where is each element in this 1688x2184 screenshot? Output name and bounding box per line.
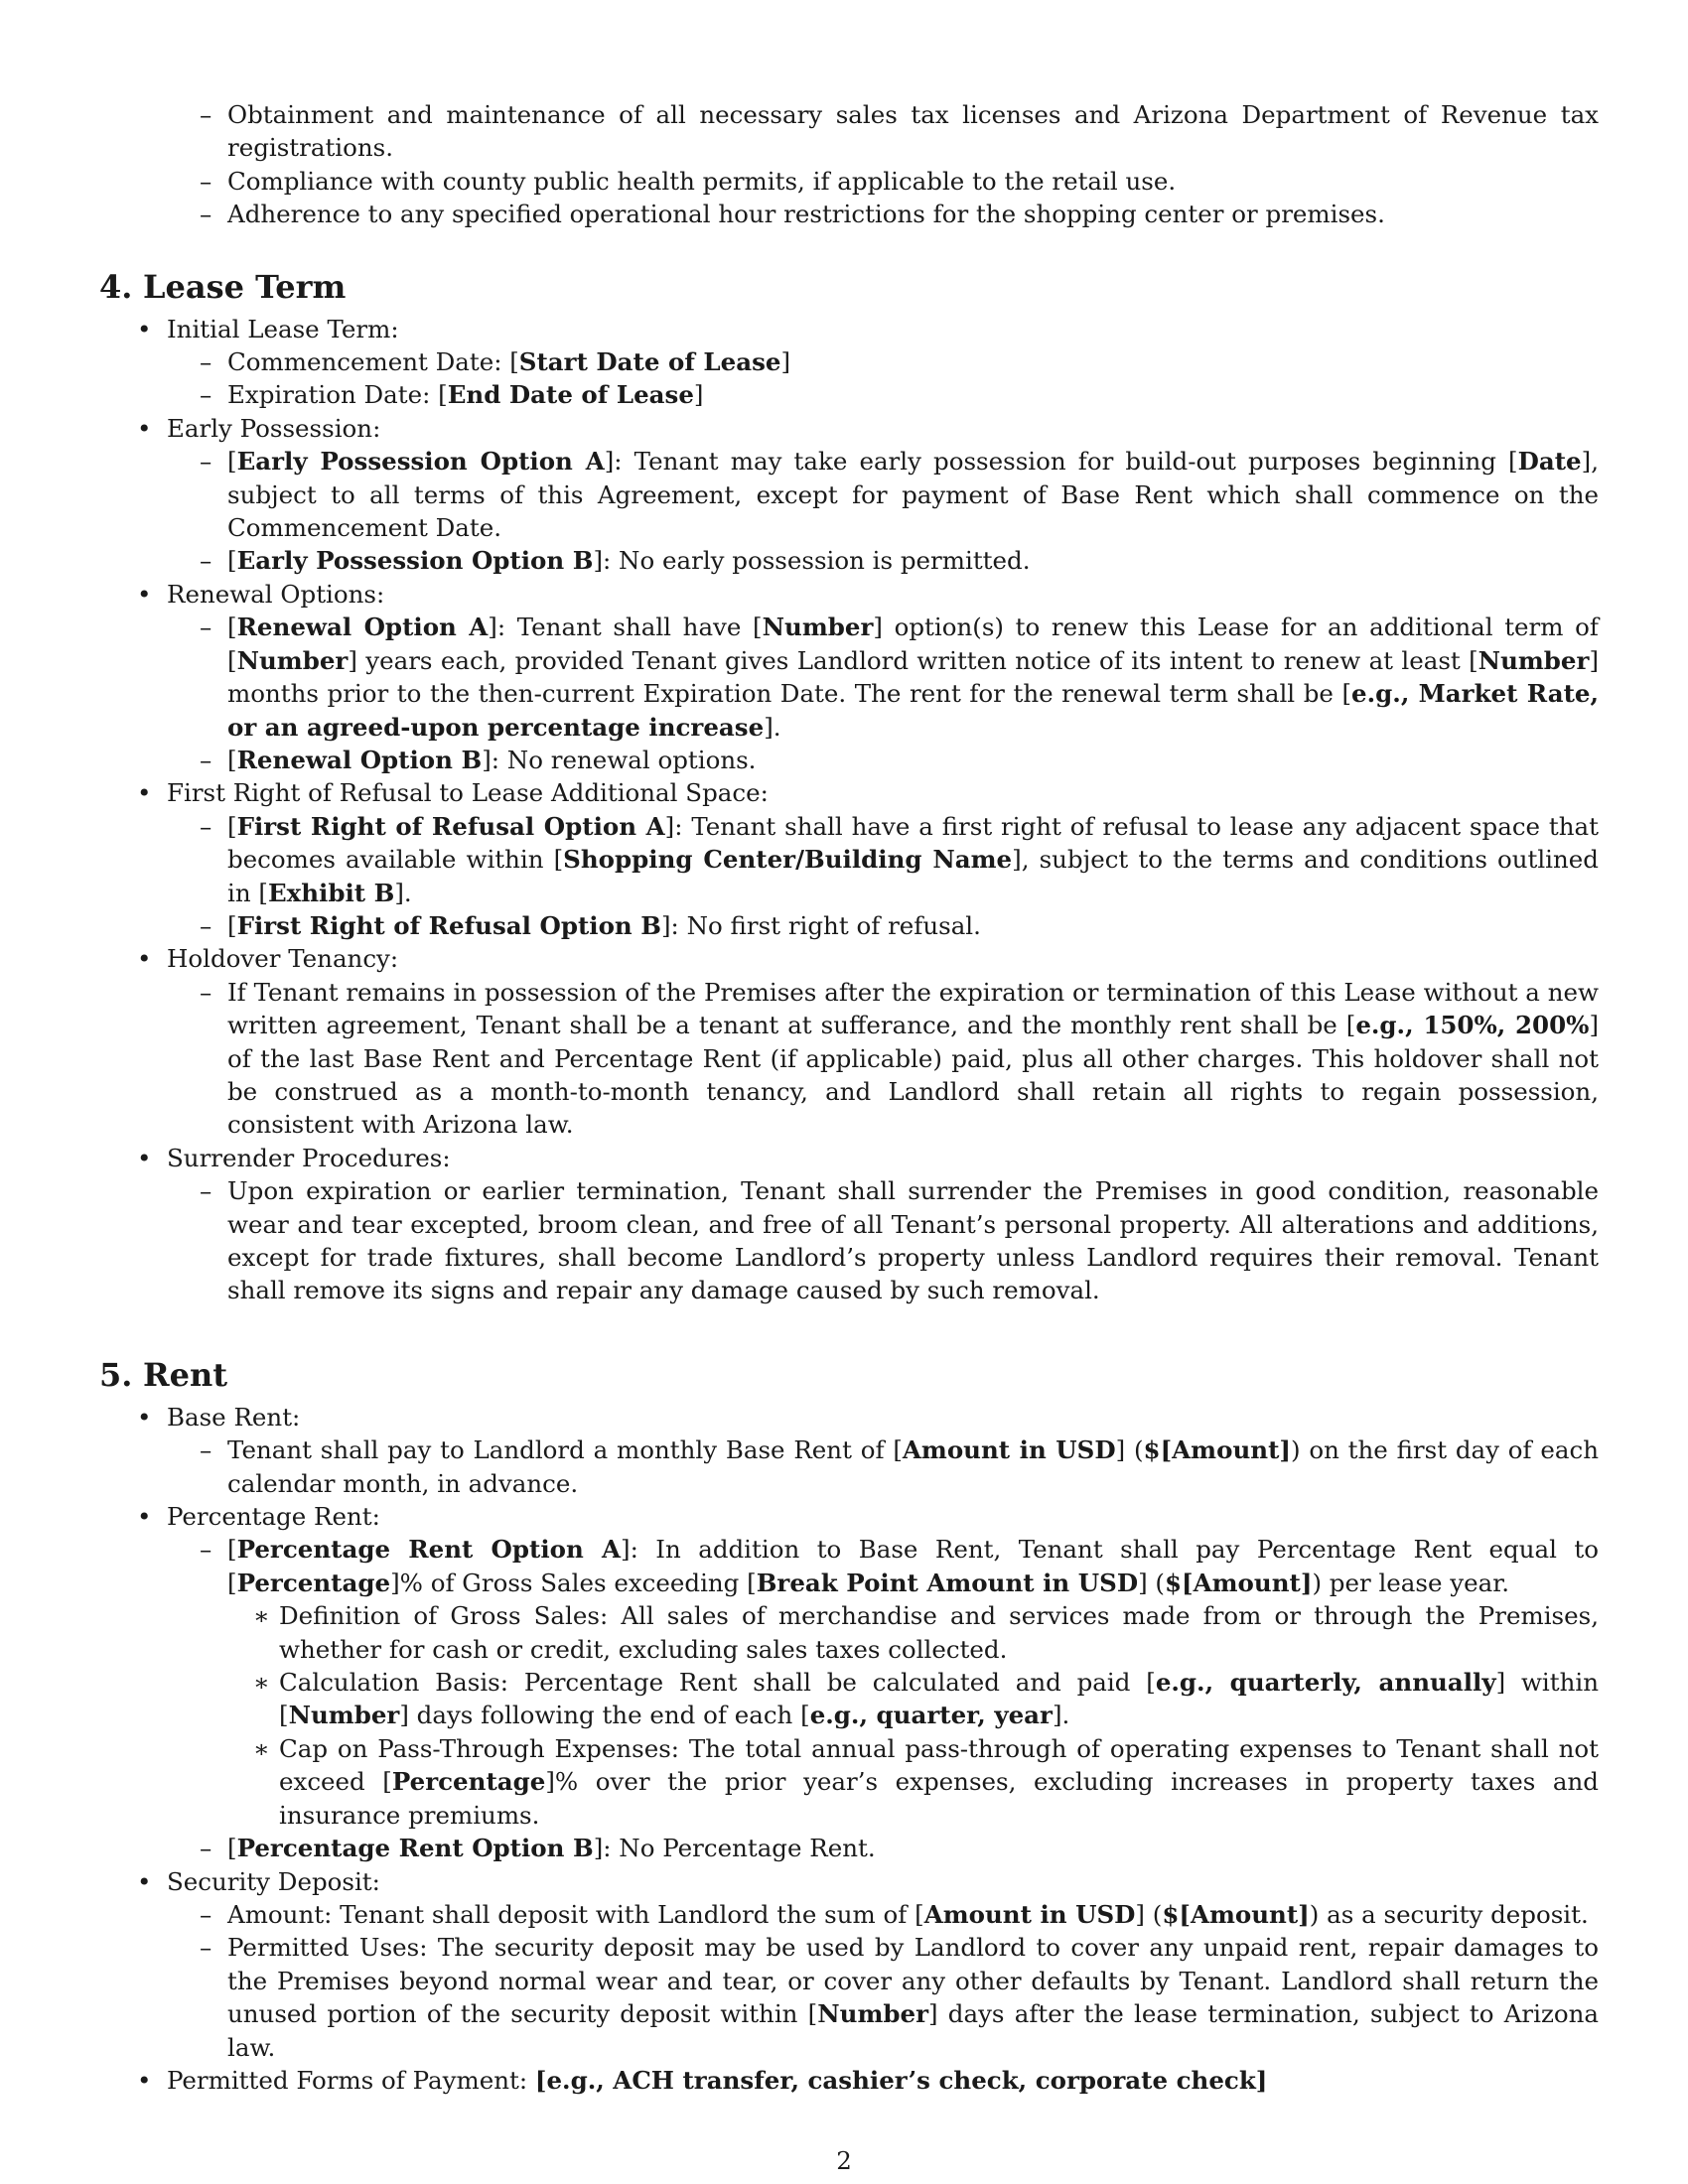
lease-term-list	[99, 313, 1599, 1307]
list-item: – Permitted Uses: The security deposit may be used by Landlord to cover any unpaid rent, repair damages to the Premises beyond normal wear and tear, or cover any other defaults by Tenant. Landlord shall return the unused portion of the security deposit within [Number] days after the lease termination, subject to Arizona law.	[167, 1931, 1599, 2064]
list-item: – [First Right of Refusal Option A]: Tenant shall have a first right of refusal to lease any adjacent space that becomes available within [Shopping Center/Building Name], subject to the terms and conditions outlined in [Exhibit B].	[167, 810, 1599, 909]
list-item: – Expiration Date: [End Date of Lease]	[167, 378, 1599, 411]
list-item: – Compliance with county public health permits, if applicable to the retail use.	[99, 165, 1599, 198]
list-item: – [Percentage Rent Option B]: No Percentage Rent.	[167, 1832, 1599, 1864]
list-item: – [Early Possession Option A]: Tenant may take early possession for build-out purposes beginning [Date], subject to all terms of this Agreement, except for payment of Base Rent which shall commence on the Commencement Date.	[167, 445, 1599, 544]
list-item: – If Tenant remains in possession of the Premises after the expiration or termination of this Lease without a new written agreement, Tenant shall be a tenant at sufferance, and the monthly rent shall be [e.g., 150%, 200%] of the last Base Rent and Percentage Rent (if applicable) paid, plus all other charges. This holdover shall not be construed as a month-to-month tenancy, and Landlord shall retain all rights to regain possession, consistent with Arizona law.	[167, 976, 1599, 1142]
list-item: – Upon expiration or earlier termination, Tenant shall surrender the Premises in good condition, reasonable wear and tear excepted, broom clean, and free of all Tenant’s personal property. All alterations and additions, except for trade fixtures, shall become Landlord’s property unless Landlord requires their removal. Tenant shall remove its signs and repair any damage caused by such removal.	[167, 1174, 1599, 1307]
list-item-renewal-options: • Renewal Options: – [Renewal Option A]: Tenant shall have [Number] option(s) to renew this Lease for an additional term of [Number] years each, provided Tenant gives Landlord written notice of its intent to renew at least [Number] months prior to the then-current Expiration Date. The rent for the renewal term shall be [e.g., Market Rate, or an agreed-upon percentage increase]. – [Renewal Option B]: No renewal options.	[99, 578, 1599, 776]
list-item-base-rent: • Base Rent: – Tenant shall pay to Landlord a monthly Base Rent of [Amount in USD] ($[Amount]) on the first day of each calendar month, in advance.	[99, 1401, 1599, 1500]
list-item-initial-term: • Initial Lease Term: – Commencement Date: [Start Date of Lease] – Expiration Date: [End Date of Lease]	[99, 313, 1599, 412]
list-item: – Adherence to any specified operational hour restrictions for the shopping center or premises.	[99, 198, 1599, 230]
list-item-security-deposit: • Security Deposit: – Amount: Tenant shall deposit with Landlord the sum of [Amount in USD] ($[Amount]) as a security deposit. – Permitted Uses: The security deposit may be used by Landlord to cover any unpaid rent, repair damages to the Premises beyond normal wear and tear, or cover any other defaults by Tenant. Landlord shall return the unused portion of the security deposit within [Number] days after the lease termination, subject to Arizona law.	[99, 1865, 1599, 2064]
list-item: – Obtainment and maintenance of all necessary sales tax licenses and Arizona Department of Revenue tax registrations.	[99, 98, 1599, 165]
list-item: ∗ Calculation Basis: Percentage Rent shall be calculated and paid [e.g., quarterly, annually] within [Number] days following the end of each [e.g., quarter, year].	[227, 1666, 1599, 1732]
list-item-surrender-procedures: • Surrender Procedures: – Upon expiration or earlier termination, Tenant shall surrender the Premises in good condition, reasonable wear and tear excepted, broom clean, and free of all Tenant’s personal property. All alterations and additions, except for trade fixtures, shall become Landlord’s property unless Landlord requires their removal. Tenant shall remove its signs and repair any damage caused by such removal.	[99, 1142, 1599, 1307]
list-item: – [Percentage Rent Option A]: In addition to Base Rent, Tenant shall pay Percentage Rent equal to [Percentage]% of Gross Sales exceeding [Break Point Amount in USD] ($[Amount]) per lease year. ∗ Definition of Gross Sales: All sales of merchandise and services made from or through the Premises, whether for cash or credit, excluding sales taxes collected. ∗ Calculation Basis: Percentage Rent shall be calculated and paid [e.g., quarterly, annually] within [Number] days following the end of each [e.g., quarter, year]. ∗ Cap on Pass-Through Expenses: The total annual pass-through of operating expenses to Tenant shall not exceed [Percentage]% over the prior year’s expenses, excluding increases in property taxes and insurance premiums.	[167, 1533, 1599, 1832]
page-number: 2	[836, 2146, 852, 2175]
list-item-payment-forms: • Permitted Forms of Payment: [e.g., ACH transfer, cashier’s check, corporate check]	[99, 2064, 1599, 2097]
section-heading-rent: 5. Rent	[99, 1355, 227, 1394]
list-item: ∗ Definition of Gross Sales: All sales of merchandise and services made from or through the Premises, whether for cash or credit, excluding sales taxes collected.	[227, 1599, 1599, 1666]
list-item-first-right-of-refusal: • First Right of Refusal to Lease Additional Space: – [First Right of Refusal Option A]: Tenant shall have a first right of refusal to lease any adjacent space that becomes available within [Shopping Center/Building Name], subject to the terms and conditions outlined in [Exhibit B]. – [First Right of Refusal Option B]: No first right of refusal.	[99, 776, 1599, 942]
list-item: – [Renewal Option A]: Tenant shall have [Number] option(s) to renew this Lease for an additional term of [Number] years each, provided Tenant gives Landlord written notice of its intent to renew at least [Number] months prior to the then-current Expiration Date. The rent for the renewal term shall be [e.g., Market Rate, or an agreed-upon percentage increase].	[167, 611, 1599, 744]
rent-list	[99, 1401, 1599, 2098]
list-item: – [Early Possession Option B]: No early possession is permitted.	[167, 544, 1599, 577]
list-item: ∗ Cap on Pass-Through Expenses: The total annual pass-through of operating expenses to Tenant shall not exceed [Percentage]% over the prior year’s expenses, excluding increases in property taxes and insurance premiums.	[227, 1732, 1599, 1832]
document-page	[99, 98, 1599, 2097]
list-item: – [First Right of Refusal Option B]: No first right of refusal.	[167, 909, 1599, 942]
list-item: – Tenant shall pay to Landlord a monthly Base Rent of [Amount in USD] ($[Amount]) on the first day of each calendar month, in advance.	[167, 1433, 1599, 1500]
list-item: – Commencement Date: [Start Date of Lease]	[167, 345, 1599, 378]
top-continued-list	[99, 98, 1599, 231]
list-item-early-possession: • Early Possession: – [Early Possession Option A]: Tenant may take early possession for build-out purposes beginning [Date], subject to all terms of this Agreement, except for payment of Base Rent which shall commence on the Commencement Date. – [Early Possession Option B]: No early possession is permitted.	[99, 412, 1599, 578]
list-item: – Amount: Tenant shall deposit with Landlord the sum of [Amount in USD] ($[Amount]) as a security deposit.	[167, 1898, 1599, 1931]
list-item-holdover-tenancy: • Holdover Tenancy: – If Tenant remains in possession of the Premises after the expiration or termination of this Lease without a new written agreement, Tenant shall be a tenant at sufferance, and the monthly rent shall be [e.g., 150%, 200%] of the last Base Rent and Percentage Rent (if applicable) paid, plus all other charges. This holdover shall not be construed as a month-to-month tenancy, and Landlord shall retain all rights to regain possession, consistent with Arizona law.	[99, 942, 1599, 1141]
section-heading-lease-term: 4. Lease Term	[99, 267, 347, 306]
list-item: – [Renewal Option B]: No renewal options.	[167, 744, 1599, 776]
list-item-percentage-rent: • Percentage Rent: – [Percentage Rent Option A]: In addition to Base Rent, Tenant shall pay Percentage Rent equal to [Percentage]% of Gross Sales exceeding [Break Point Amount in USD] ($[Amount]) per lease year. ∗ Definition of Gross Sales: All sales of merchandise and services made from or through the Premises, whether for cash or credit, excluding sales taxes collected. ∗ Calculation Basis: Percentage Rent shall be calculated and paid [e.g., quarterly, annually] within [Number] days following the end of each [e.g., quarter, year]. ∗ Cap on Pass-Through Expenses: The total annual pass-through of operating expenses to Tenant shall not exceed [Percentage]% over the prior year’s expenses, excluding increases in property taxes and insurance premiums. – [Percentage Rent Option B]: No Percentage Rent.	[99, 1500, 1599, 1864]
